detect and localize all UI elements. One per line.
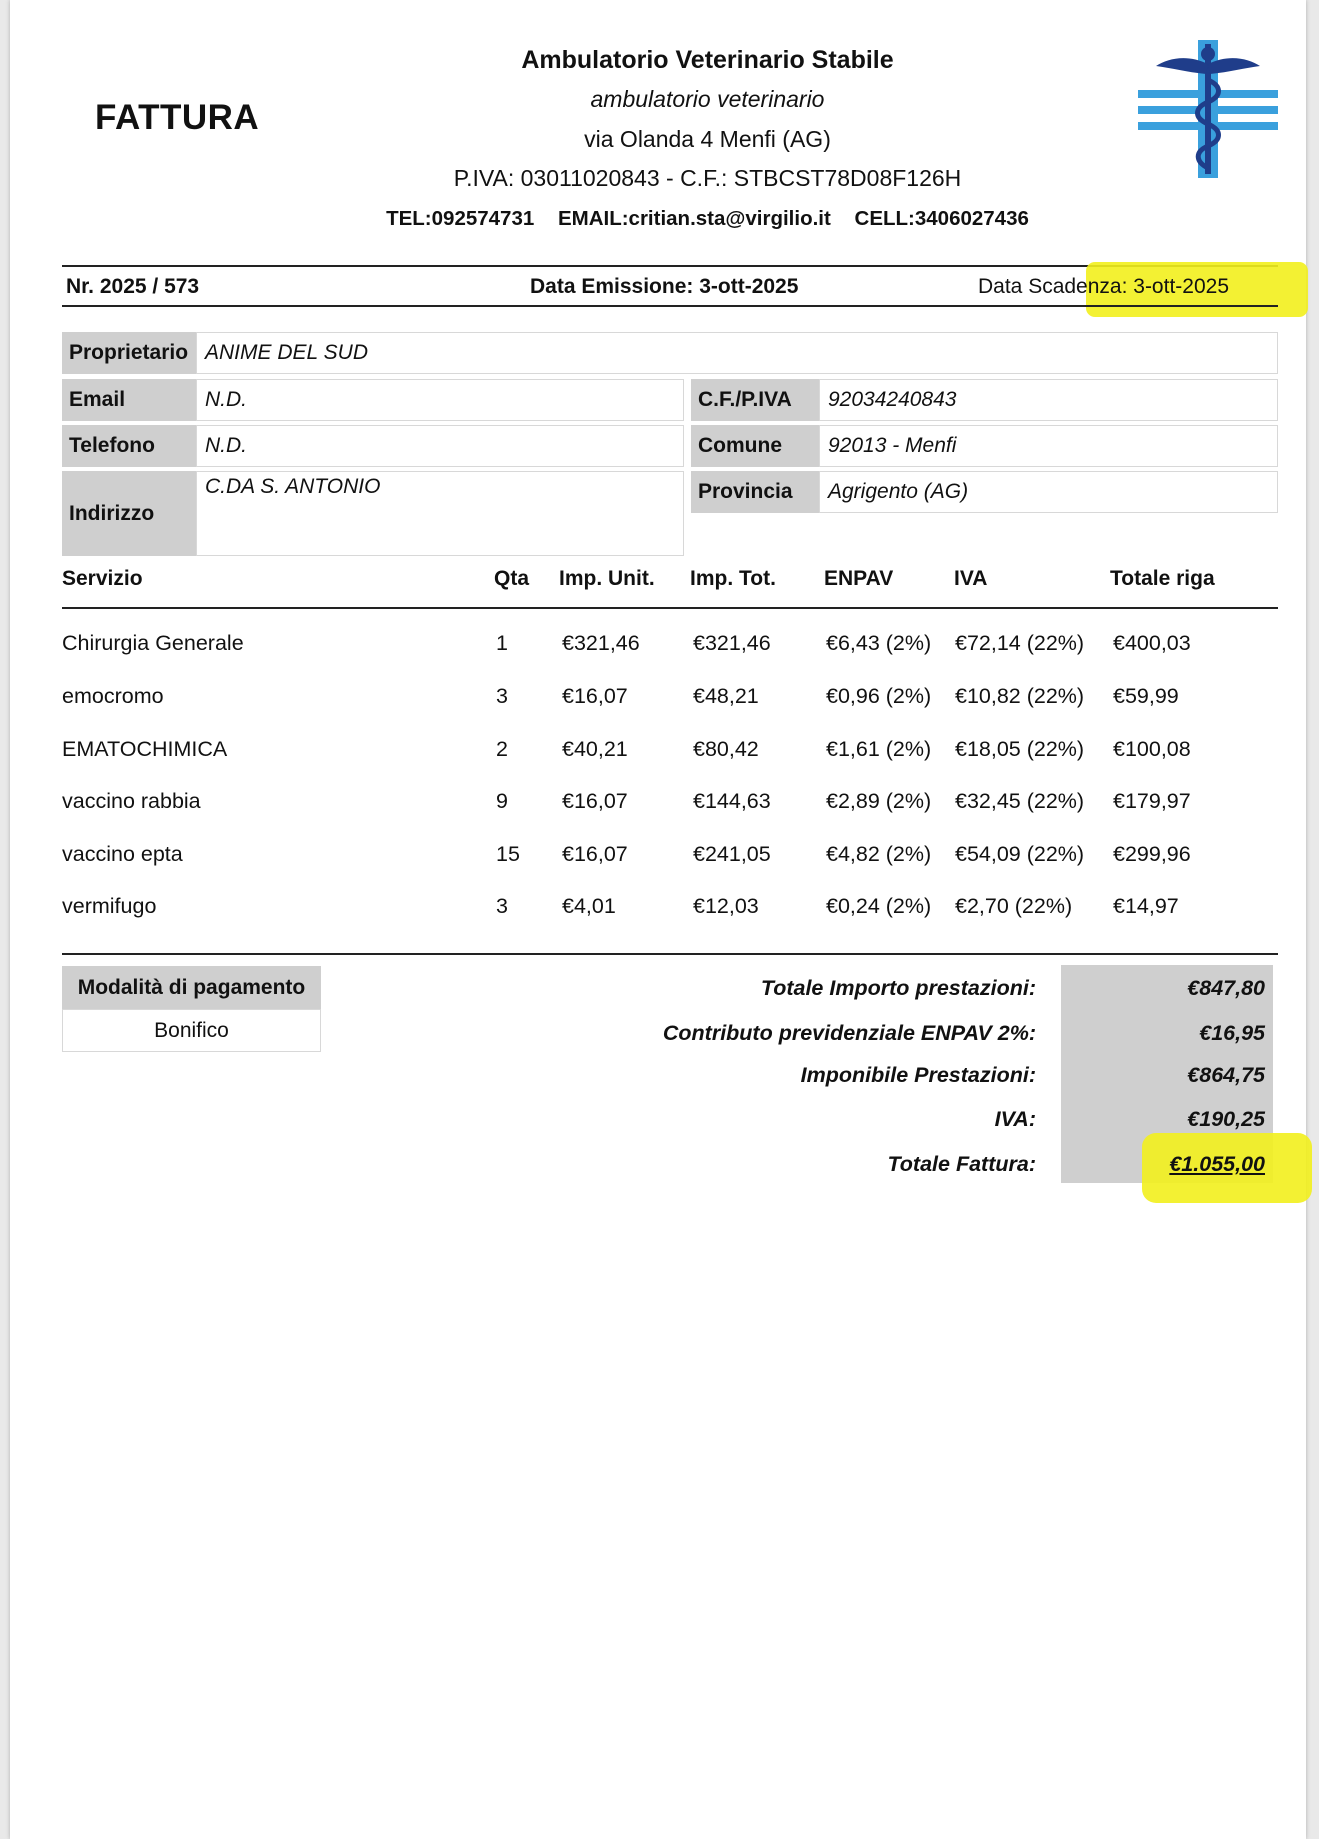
cell-servizio: vaccino epta xyxy=(62,842,183,866)
cell-imp-tot: €48,21 xyxy=(693,684,759,708)
payment-value: Bonifico xyxy=(62,1009,321,1052)
cell-qta: 3 xyxy=(496,684,508,708)
cell-servizio: EMATOCHIMICA xyxy=(62,737,228,761)
caduceus-cross-icon xyxy=(1138,40,1278,178)
clinic-cell: CELL:3406027436 xyxy=(854,207,1029,230)
cell-servizio: emocromo xyxy=(62,684,164,708)
provincia-label: Provincia xyxy=(691,471,819,513)
invoice-total-value: €1.055,00 xyxy=(1169,1152,1265,1176)
cell-imp-tot: €321,46 xyxy=(693,631,771,655)
invoice-number: Nr. 2025 / 573 xyxy=(66,275,200,298)
cell-iva: €54,09 (22%) xyxy=(955,842,1085,866)
invoice-page xyxy=(10,0,1306,1839)
total-services-value: €847,80 xyxy=(1187,976,1265,1000)
owner-value: ANIME DEL SUD xyxy=(196,332,1278,374)
taxable-value: €864,75 xyxy=(1187,1063,1265,1087)
enpav-contribution-value: €16,95 xyxy=(1199,1021,1265,1045)
cell-totale-riga: €179,97 xyxy=(1113,789,1191,813)
cell-imp-unit: €16,07 xyxy=(562,684,628,708)
clinic-contacts xyxy=(310,207,1105,231)
table-bottom-rule xyxy=(62,953,1278,955)
cell-totale-riga: €100,08 xyxy=(1113,737,1191,761)
clinic-email: EMAIL:critian.sta@virgilio.it xyxy=(557,207,831,230)
clinic-name: Ambulatorio Veterinario Stabile xyxy=(521,46,894,74)
header-bottom-rule xyxy=(62,305,1278,307)
col-header-imp-tot: Imp. Tot. xyxy=(690,567,776,590)
cell-imp-unit: €16,07 xyxy=(562,842,628,866)
col-header-totale-riga: Totale riga xyxy=(1110,567,1215,590)
cell-iva: €2,70 (22%) xyxy=(955,894,1073,918)
cell-servizio: vaccino rabbia xyxy=(62,789,201,813)
cell-totale-riga: €59,99 xyxy=(1113,684,1179,708)
iva-label: IVA: xyxy=(994,1107,1036,1131)
enpav-contribution-label: Contributo previdenziale ENPAV 2%: xyxy=(662,1021,1036,1045)
payment-label: Modalità di pagamento xyxy=(62,966,321,1009)
issue-date: Data Emissione: 3-ott-2025 xyxy=(530,275,799,298)
provincia-value: Agrigento (AG) xyxy=(819,471,1278,513)
cell-servizio: vermifugo xyxy=(62,894,157,918)
cell-qta: 15 xyxy=(496,842,520,866)
address-value: C.DA S. ANTONIO xyxy=(196,471,684,556)
cell-enpav: €2,89 (2%) xyxy=(826,789,932,813)
clinic-fiscal: P.IVA: 03011020843 - C.F.: STBCST78D08F126H xyxy=(453,165,962,191)
cell-imp-tot: €80,42 xyxy=(693,737,759,761)
comune-label: Comune xyxy=(691,425,819,467)
col-header-iva: IVA xyxy=(954,567,988,590)
cell-enpav: €1,61 (2%) xyxy=(826,737,932,761)
cell-imp-unit: €4,01 xyxy=(562,894,616,918)
cell-imp-unit: €321,46 xyxy=(562,631,640,655)
clinic-type: ambulatorio veterinario xyxy=(590,86,825,112)
cell-qta: 2 xyxy=(496,737,508,761)
cell-imp-tot: €12,03 xyxy=(693,894,759,918)
cell-qta: 1 xyxy=(496,631,508,655)
clinic-tel: TEL:092574731 xyxy=(386,207,535,230)
phone-label: Telefono xyxy=(62,425,196,467)
email-label: Email xyxy=(62,379,196,421)
cell-servizio: Chirurgia Generale xyxy=(62,631,244,655)
cell-enpav: €0,24 (2%) xyxy=(826,894,932,918)
table-header-rule xyxy=(62,607,1278,609)
cell-totale-riga: €400,03 xyxy=(1113,631,1191,655)
due-date: Data Scadenza: 3-ott-2025 xyxy=(978,275,1229,298)
address-label: Indirizzo xyxy=(62,471,196,556)
cell-qta: 9 xyxy=(496,789,508,813)
cell-enpav: €6,43 (2%) xyxy=(826,631,932,655)
col-header-qta: Qta xyxy=(494,567,530,590)
cell-imp-tot: €241,05 xyxy=(693,842,771,866)
cell-imp-unit: €16,07 xyxy=(562,789,628,813)
invoice-total-label: Totale Fattura: xyxy=(887,1152,1036,1176)
clinic-address: via Olanda 4 Menfi (AG) xyxy=(584,126,831,152)
cell-totale-riga: €14,97 xyxy=(1113,894,1179,918)
cell-enpav: €4,82 (2%) xyxy=(826,842,932,866)
cell-totale-riga: €299,96 xyxy=(1113,842,1191,866)
cell-iva: €18,05 (22%) xyxy=(955,737,1085,761)
taxable-label: Imponibile Prestazioni: xyxy=(800,1063,1036,1087)
cell-iva: €10,82 (22%) xyxy=(955,684,1085,708)
comune-value: 92013 - Menfi xyxy=(819,425,1278,467)
cell-imp-tot: €144,63 xyxy=(693,789,771,813)
cf-value: 92034240843 xyxy=(819,379,1278,421)
email-value: N.D. xyxy=(196,379,684,421)
phone-value: N.D. xyxy=(196,425,684,467)
cell-enpav: €0,96 (2%) xyxy=(826,684,932,708)
cell-imp-unit: €40,21 xyxy=(562,737,628,761)
col-header-servizio: Servizio xyxy=(62,567,143,590)
total-services-label: Totale Importo prestazioni: xyxy=(760,976,1036,1000)
cell-iva: €32,45 (22%) xyxy=(955,789,1085,813)
col-header-imp-unit: Imp. Unit. xyxy=(559,567,655,590)
col-header-enpav: ENPAV xyxy=(824,567,894,590)
owner-label: Proprietario xyxy=(62,332,196,374)
document-title: FATTURA xyxy=(95,98,260,137)
cell-iva: €72,14 (22%) xyxy=(955,631,1085,655)
cf-label: C.F./P.IVA xyxy=(691,379,819,421)
cell-qta: 3 xyxy=(496,894,508,918)
iva-value: €190,25 xyxy=(1187,1107,1265,1131)
